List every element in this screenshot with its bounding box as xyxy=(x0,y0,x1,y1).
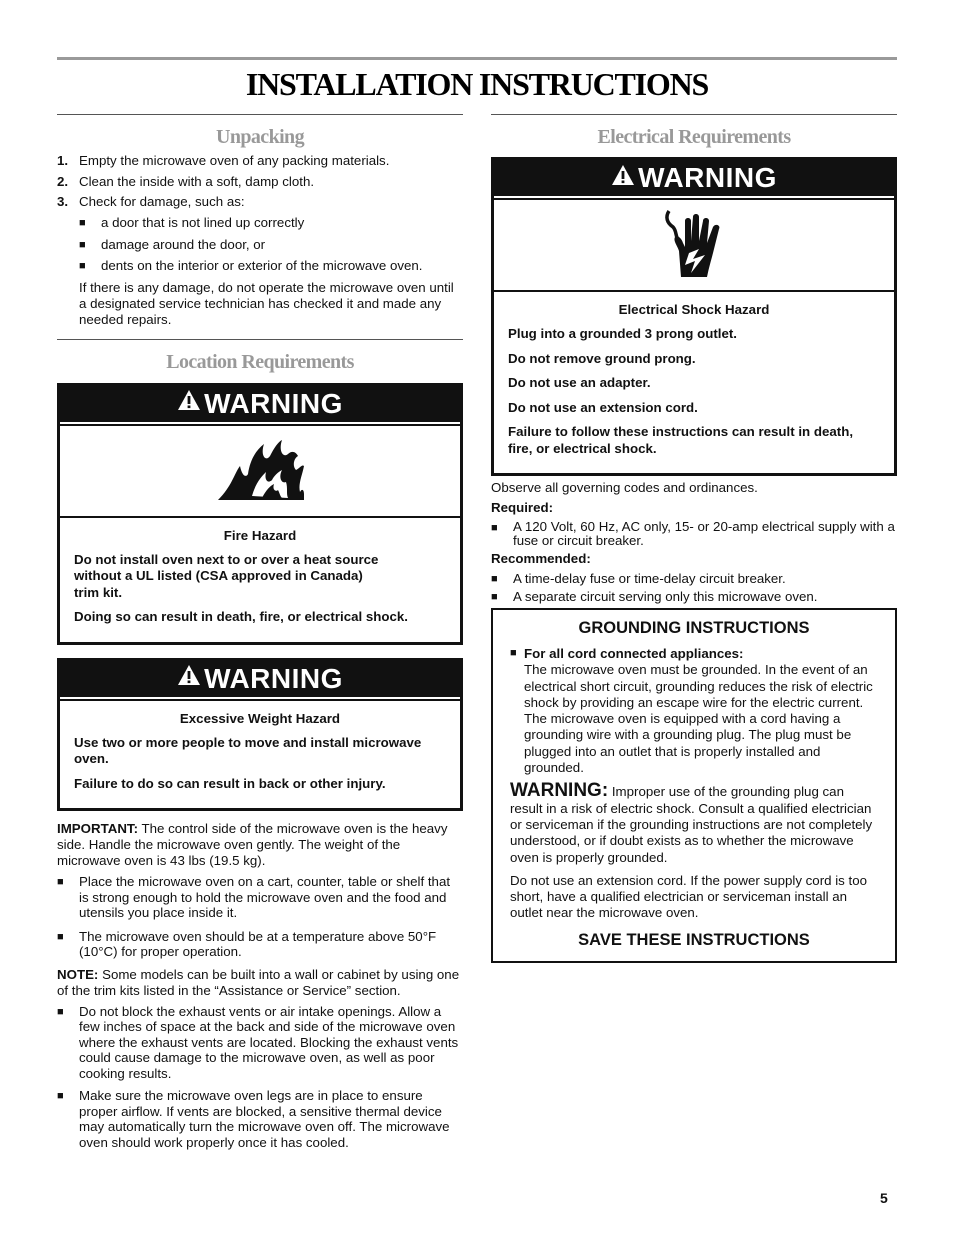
page-number: 5 xyxy=(880,1190,888,1206)
square-bullet-icon: ■ xyxy=(510,647,517,659)
list-item-text: Do not block the exhaust vents or air intake openings. Allow a few inches of space at the back and side of the microwave oven where the exhaust vents are located. Blocking the exhaust vents could cause damage to the microwave oven, as well as poor cooking results. xyxy=(79,1003,459,1081)
warning-header xyxy=(60,386,460,422)
list-item xyxy=(79,215,463,231)
grounding-item-label: For all cord connected appliances: xyxy=(524,646,744,661)
left-column xyxy=(57,114,463,1150)
list-item-text: A separate circuit serving only this microwave oven. xyxy=(513,588,818,604)
step-number: 3. xyxy=(57,194,69,209)
list-item xyxy=(491,571,897,587)
warning-line: Do not use an adapter. xyxy=(508,375,651,390)
square-bullet-icon: ■ xyxy=(57,1090,64,1102)
step-number: 1. xyxy=(57,153,69,168)
hazard-title: Fire Hazard xyxy=(223,527,297,543)
vents-list xyxy=(57,1004,463,1151)
square-bullet-icon: ■ xyxy=(79,238,86,251)
grounding-warning xyxy=(510,780,878,865)
unpacking-rule xyxy=(57,114,463,115)
grounding-item xyxy=(510,646,878,776)
step-item xyxy=(57,194,463,274)
list-item xyxy=(79,258,463,274)
grounding-instructions-box xyxy=(491,608,897,963)
list-item-text: Place the microwave oven on a cart, counter, table or shelf that is strong enough to hold the microwave oven and the food and utensils you place inside it. xyxy=(79,874,451,920)
step-text: Empty the microwave oven of any packing materials. xyxy=(79,153,390,168)
electrical-title: Electrical Requirements xyxy=(597,126,791,148)
grounding-item-text: The microwave oven must be grounded. In the event of an electrical short circuit, grounding reduces the risk of electric shock by providing an escape wire for the electric current. The microwave oven is equipped with a cord having a grounding wire with a grounding plug. The plug must be plugged into an outlet that is properly installed and grounded. xyxy=(524,662,873,776)
warning-triangle-icon xyxy=(177,659,201,695)
square-bullet-icon: ■ xyxy=(79,260,86,272)
warning-heading-text: WARNING xyxy=(204,387,343,419)
warning-line: Do not remove ground prong. xyxy=(508,350,696,366)
unpacking-steps xyxy=(57,153,463,274)
location-title: Location Requirements xyxy=(166,350,354,373)
list-item xyxy=(57,1004,463,1082)
note-label: NOTE: xyxy=(57,966,99,982)
important-text: The control side of the microwave oven is the heavy side. Handle the microwave oven gently. The weight of the microwave oven is 43 lbs (19.5 kg). xyxy=(57,821,448,868)
square-bullet-icon: ■ xyxy=(491,522,498,534)
warning-body xyxy=(60,518,460,642)
grounding-warning-text: Improper use of the grounding plug can result in a risk of electric shock. Consult a qualified electrician or serviceman if the grounding instructions are not completely understood, or if doubt exists as to whether the microwave oven is properly grounded. xyxy=(510,784,873,865)
warning-line: Use two or more people to move and install microwave oven. xyxy=(74,734,422,766)
warning-header xyxy=(494,160,894,196)
observe-text: Observe all governing codes and ordinances. xyxy=(491,480,758,495)
list-item-text: A time-delay fuse or time-delay circuit breaker. xyxy=(513,571,786,586)
square-bullet-icon: ■ xyxy=(491,573,498,585)
fire-hazard-icon xyxy=(60,424,460,518)
warning-line: Do not install oven next to or over a heat source without a UL listed (CSA approved in Canada) trim kit. xyxy=(74,551,379,600)
location-rule xyxy=(57,339,463,340)
list-item xyxy=(491,589,897,605)
page-title: INSTALLATION INSTRUCTIONS xyxy=(245,66,709,102)
fire-warning-box xyxy=(57,383,463,645)
electrical-rule xyxy=(491,114,897,115)
hazard-title: Electrical Shock Hazard xyxy=(618,302,770,317)
square-bullet-icon: ■ xyxy=(57,1005,64,1018)
weight-warning-box xyxy=(57,658,463,812)
square-bullet-icon: ■ xyxy=(57,930,64,943)
warning-line: Failure to do so can result in back or other injury. xyxy=(74,775,386,791)
grounding-title: GROUNDING INSTRUCTIONS xyxy=(578,619,810,637)
list-item-text: Make sure the microwave oven legs are in place to ensure proper airflow. If vents are blocked, a sensitive thermal device may automatically turn the microwave oven off. The microwave oven should work properly once it has cooled. xyxy=(79,1088,450,1150)
warning-line: Failure to follow these instructions can result in death, fire, or electrical shock. xyxy=(508,424,854,456)
damage-list xyxy=(79,215,463,274)
warning-body xyxy=(494,292,894,473)
warning-triangle-icon xyxy=(611,159,635,195)
note-text: Some models can be built into a wall or cabinet by using one of the trim kits listed in the “Assistance or Service” section. xyxy=(57,966,460,998)
recommended-list xyxy=(491,571,897,604)
recommended-label: Recommended: xyxy=(491,551,591,566)
required-label: Required: xyxy=(491,500,554,515)
hazard-title: Excessive Weight Hazard xyxy=(179,710,341,726)
unpacking-title: Unpacking xyxy=(216,126,304,148)
unpacking-note: If there is any damage, do not operate the microwave oven until a designated service technician has checked it and made any needed repairs. xyxy=(79,279,454,327)
warning-line: Plug into a grounded 3 prong outlet. xyxy=(508,326,737,341)
top-rule xyxy=(57,57,897,60)
list-item-text: a door that is not lined up correctly xyxy=(101,215,305,230)
list-item xyxy=(57,874,463,921)
warning-heading-text: WARNING xyxy=(204,662,343,694)
grounding-warning-label: WARNING: xyxy=(510,780,609,802)
electrical-shock-icon xyxy=(494,198,894,292)
square-bullet-icon: ■ xyxy=(79,217,86,229)
list-item xyxy=(57,929,463,960)
note-paragraph xyxy=(57,967,463,999)
extension-cord-text: Do not use an extension cord. If the power supply cord is too short, have a qualified electrician or serviceman install an outlet near the microwave oven. xyxy=(510,872,868,921)
step-item xyxy=(57,153,463,169)
step-text: Clean the inside with a soft, damp cloth. xyxy=(79,173,315,189)
list-item-text: dents on the interior or exterior of the microwave oven. xyxy=(101,258,423,273)
list-item-text: damage around the door, or xyxy=(101,236,266,252)
list-item xyxy=(57,1088,463,1150)
warning-header xyxy=(60,661,460,697)
electrical-warning-box xyxy=(491,157,897,476)
warning-heading-text: WARNING xyxy=(638,162,777,193)
step-number: 2. xyxy=(57,173,69,189)
save-instructions: SAVE THESE INSTRUCTIONS xyxy=(578,930,810,949)
square-bullet-icon: ■ xyxy=(491,590,498,603)
important-paragraph xyxy=(57,821,463,869)
warning-triangle-icon xyxy=(177,384,201,420)
warning-line: Do not use an extension cord. xyxy=(508,399,698,415)
list-item-text: The microwave oven should be at a temperature above 50°F (10°C) for proper operation. xyxy=(79,928,437,959)
step-text: Check for damage, such as: xyxy=(79,194,245,209)
square-bullet-icon: ■ xyxy=(57,876,64,888)
list-item-text: A 120 Volt, 60 Hz, AC only, 15- or 20-amp electrical supply with a fuse or circuit breaker. xyxy=(513,519,895,548)
list-item xyxy=(79,237,463,253)
step-item xyxy=(57,174,463,190)
placement-list xyxy=(57,874,463,960)
required-list xyxy=(491,520,897,548)
right-column xyxy=(491,114,897,963)
important-label: IMPORTANT: xyxy=(57,821,139,836)
warning-line: Doing so can result in death, fire, or electrical shock. xyxy=(74,609,408,624)
list-item xyxy=(491,520,897,548)
warning-body xyxy=(60,699,460,809)
